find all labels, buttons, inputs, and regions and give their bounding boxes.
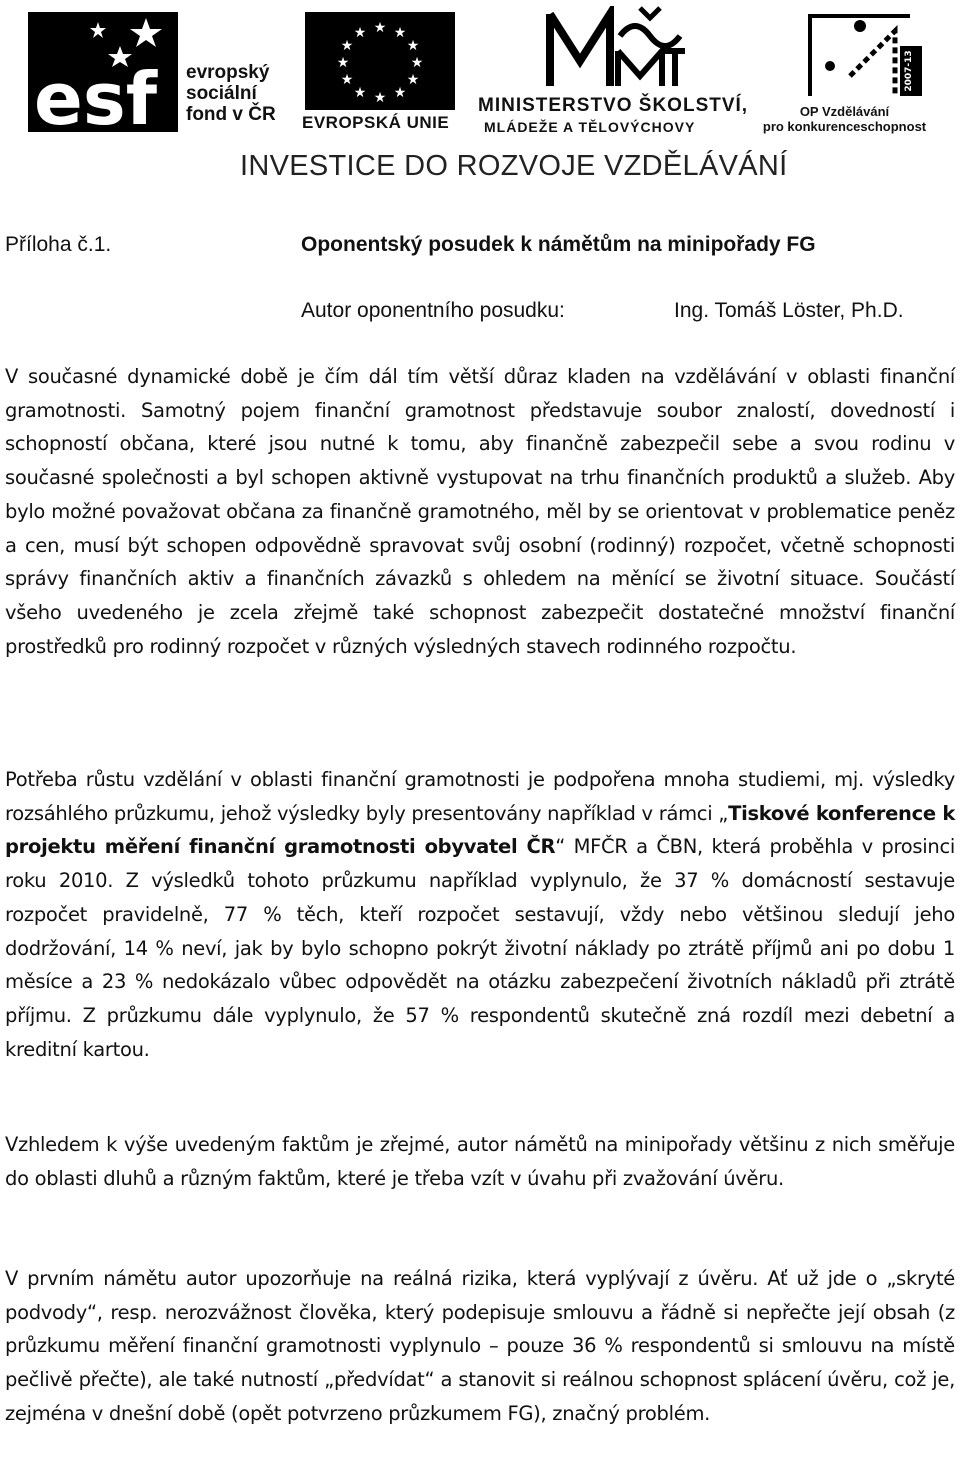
esf-logo	[28, 12, 178, 132]
svg-text:★: ★	[410, 55, 424, 71]
svg-text:★: ★	[393, 85, 407, 101]
press-conference-title: Tiskové konference k projektu měření finanční gramotnosti obyvatel ČR	[5, 801, 955, 859]
svg-text:★: ★	[353, 85, 367, 101]
document-title: Oponentský posudek k námětům na minipořady FG	[301, 233, 816, 256]
msmt-line2: MLÁDEŽE A TĚLOVÝCHOVY	[484, 119, 696, 135]
msmt-line1: MINISTERSTVO ŠKOLSTVÍ,	[478, 95, 749, 116]
author-name: Ing. Tomáš Löster, Ph.D.	[674, 299, 904, 322]
svg-text:★: ★	[353, 25, 367, 41]
svg-text:2007-13: 2007-13	[904, 50, 914, 92]
eu-flag-logo	[305, 12, 455, 110]
op-vk-logo	[790, 6, 930, 102]
investice-banner: INVESTICE DO ROZVOJE VZDĚLÁVÁNÍ	[240, 150, 788, 182]
attachment-label: Příloha č.1.	[5, 233, 112, 256]
msmt-logo	[540, 6, 690, 91]
author-label: Autor oponentního posudku:	[301, 299, 565, 322]
svg-text:★: ★	[373, 20, 387, 36]
svg-text:★: ★	[373, 90, 387, 106]
esf-text: evropský sociální fond v ČR	[186, 62, 276, 125]
paragraph-3: Vzhledem k výše uvedeným faktům je zřejmé, autor námětů na minipořady většinu z nich směřuje do oblasti dluhů a různým faktům, které je třeba vzít v úvahu při zvažování úvěru.	[5, 1133, 955, 1190]
paragraph-4: V prvním námětu autor upozorňuje na reálná rizika, která vyplývají z úvěru. Ať už jde o „skryté podvody“, resp. nerozvážnost člověka, který podepisuje smlouvu a řádně si nepřečte její obsah (z průzkumu měření finanční gramotnosti vyplynulo – pouze 36 % respondentů si smlouvu na místě pečlivě přečte), ale také nutností „předvídat“ a stanovit si reálnou schopnost splácení úvěru, což je, zejména v dnešní době (opět potvrzeno průzkumem FG), značný problém.	[5, 1267, 955, 1425]
op-vk-text: OP Vzdělávání pro konkurenceschopnost	[762, 104, 927, 134]
svg-text:★: ★	[406, 38, 420, 54]
svg-text:★: ★	[393, 25, 407, 41]
header-logos	[0, 0, 960, 200]
paragraph-2: Potřeba růstu vzdělání v oblasti finanční gramotnosti je podpořena mnoha studiemi, mj. výsledky rozsáhlého průzkumu, jehož výsledky byly presentovány například v rámci „Tiskové konference k projektu měření finanční gramotnosti obyvatel ČR“ MFČR a ČBN, která proběhla v prosinci roku 2010. Z výsledků tohoto průzkumu například vyplynulo, že 37 % domácností sestavuje rozpočet pravidelně, 77 % těch, kteří rozpočet sestavují, vždy nebo většinou sledují jeho dodržování, 14 % neví, jak by bylo schopno pokrýt životní náklady po ztrátě příjmů ani po dobu 1 měsíce a 23 % nedokázalo vůbec odpovědět na otázku zabezpečení životních nákladů při ztrátě příjmu. Z průzkumu dále vyplynulo, že 57 % respondentů skutečně zná rozdíl mezi debetní a kreditní kartou.	[5, 768, 955, 1061]
paragraph-1: V současné dynamické době je čím dál tím větší důraz kladen na vzdělávání v oblasti finanční gramotnosti. Samotný pojem finanční gramotnost představuje soubor znalostí, dovedností i schopností občana, které jsou nutné k tomu, aby finančně zabezpečil sebe a svou rodinu v současné společnosti a byl schopen aktivně vystupovat na trhu finančních produktů a služeb. Aby bylo možné považovat občana za finančně gramotného, měl by se orientovat v problematice peněz a cen, musí být schopen odpovědně spravovat svůj osobní (rodinný) rozpočet, včetně schopnosti správy finančních aktiv a finančních závazků s ohledem na měnící se životní situace. Součástí všeho uvedeného je zcela zřejmě také schopnost zabezpečit dostatečné množství finanční prostředků pro rodinný rozpočet v různých výsledných stavech rodinného rozpočtu.	[5, 365, 955, 658]
svg-text:★: ★	[336, 55, 350, 71]
svg-text:★: ★	[340, 72, 354, 88]
svg-text:esf: esf	[34, 57, 158, 132]
svg-text:★: ★	[340, 38, 354, 54]
svg-text:★: ★	[406, 72, 420, 88]
eu-text: EVROPSKÁ UNIE	[302, 113, 450, 132]
